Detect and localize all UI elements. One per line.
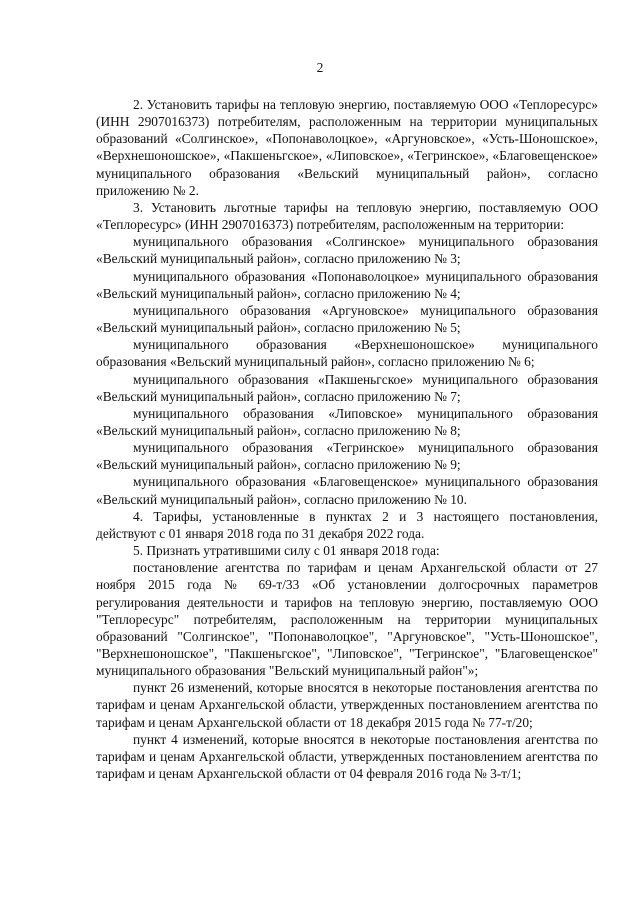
paragraph-5: 5. Признать утратившими силу с 01 января 2018 года: bbox=[133, 543, 440, 559]
list-item-9: муниципального образования «Тегринское» муниципального образования «Вельский муниципальный район», согласно приложению № 9; bbox=[96, 440, 598, 473]
paragraph-2: 2. Установить тарифы на тепловую энергию, поставляемую ООО «Теплоресурс» (ИНН 2907016373) потребителям, расположенным на территории муниципальных образований «Солгинское», «Попонаволоцкое», «Аргуновское», «Усть-Шоношское», «Верхнешоношское», «Пакшеньгское», «Липовское», «Тегринское», «Благовещенское» муниципального образования «Вельский муниципальный район», согласно приложению № 2. bbox=[96, 97, 598, 198]
list-item-4: муниципального образования «Попонаволоцкое» муниципального образования «Вельский муниципальный район», согласно приложению № 4; bbox=[96, 268, 598, 301]
repealed-item-1: постановление агентства по тарифам и ценам Архангельской области от 27 ноября 2015 года № 69-т/33 «Об установлении долгосрочных параметров регулирования деятельности и тарифов на тепловую энергию, поставляемую ООО "Теплоресурс" потребителям, расположенным на территории муниципальных образований "Солгинское", "Попонаволоцкое", "Аргуновское", "Усть-Шоношское", "Верхнешоношское", "Пакшеньгское", "Липовское", "Тегринское", "Благовещенское" муниципального образования "Вельский муниципальный район"»; bbox=[96, 560, 598, 679]
list-item-5: муниципального образования «Аргуновское» муниципального образования «Вельский муниципальный район», согласно приложению № 5; bbox=[96, 302, 598, 336]
list-item-7: муниципального образования «Пакшеньгское» муниципального образования «Вельский муниципальный район», согласно приложению № 7; bbox=[96, 371, 598, 404]
paragraph-4: 4. Тарифы, установленные в пунктах 2 и 3 настоящего постановления, действуют с 01 января 2018 года по 31 декабря 2022 года. bbox=[96, 508, 598, 541]
paragraph-3: 3. Установить льготные тарифы на тепловую энергию, поставляемую ООО «Теплоресурс» (ИНН 2907016373) потребителям, расположенным на территории: bbox=[96, 199, 598, 233]
list-item-3: муниципального образования «Солгинское» муниципального образования «Вельский муниципальный район», согласно приложению № 3; bbox=[96, 234, 598, 267]
repealed-item-2: пункт 26 изменений, которые вносятся в некоторые постановления агентства по тарифам и ценам Архангельской области, утвержденных постановлением агентства по тарифам и ценам Архангельской области от 18 декабря 2015 года № 77-т/20; bbox=[96, 680, 598, 730]
list-item-6: муниципального образования «Верхнешоношское» муниципального образования «Вельский муниципальный район», согласно приложению № 6; bbox=[96, 337, 598, 370]
repealed-item-3: пункт 4 изменений, которые вносятся в некоторые постановления агентства по тарифам и ценам Архангельской области, утвержденных постановлением агентства по тарифам и ценам Архангельской области от 04 февраля 2016 года № 3-т/1; bbox=[96, 731, 598, 782]
list-item-10: муниципального образования «Благовещенское» муниципального образования «Вельский муниципальный район», согласно приложению № 10. bbox=[96, 474, 598, 507]
document-body bbox=[96, 96, 598, 782]
page-number: 2 bbox=[316, 60, 324, 75]
list-item-8: муниципального образования «Липовское» муниципального образования «Вельский муниципальный район», согласно приложению № 8; bbox=[96, 405, 598, 438]
